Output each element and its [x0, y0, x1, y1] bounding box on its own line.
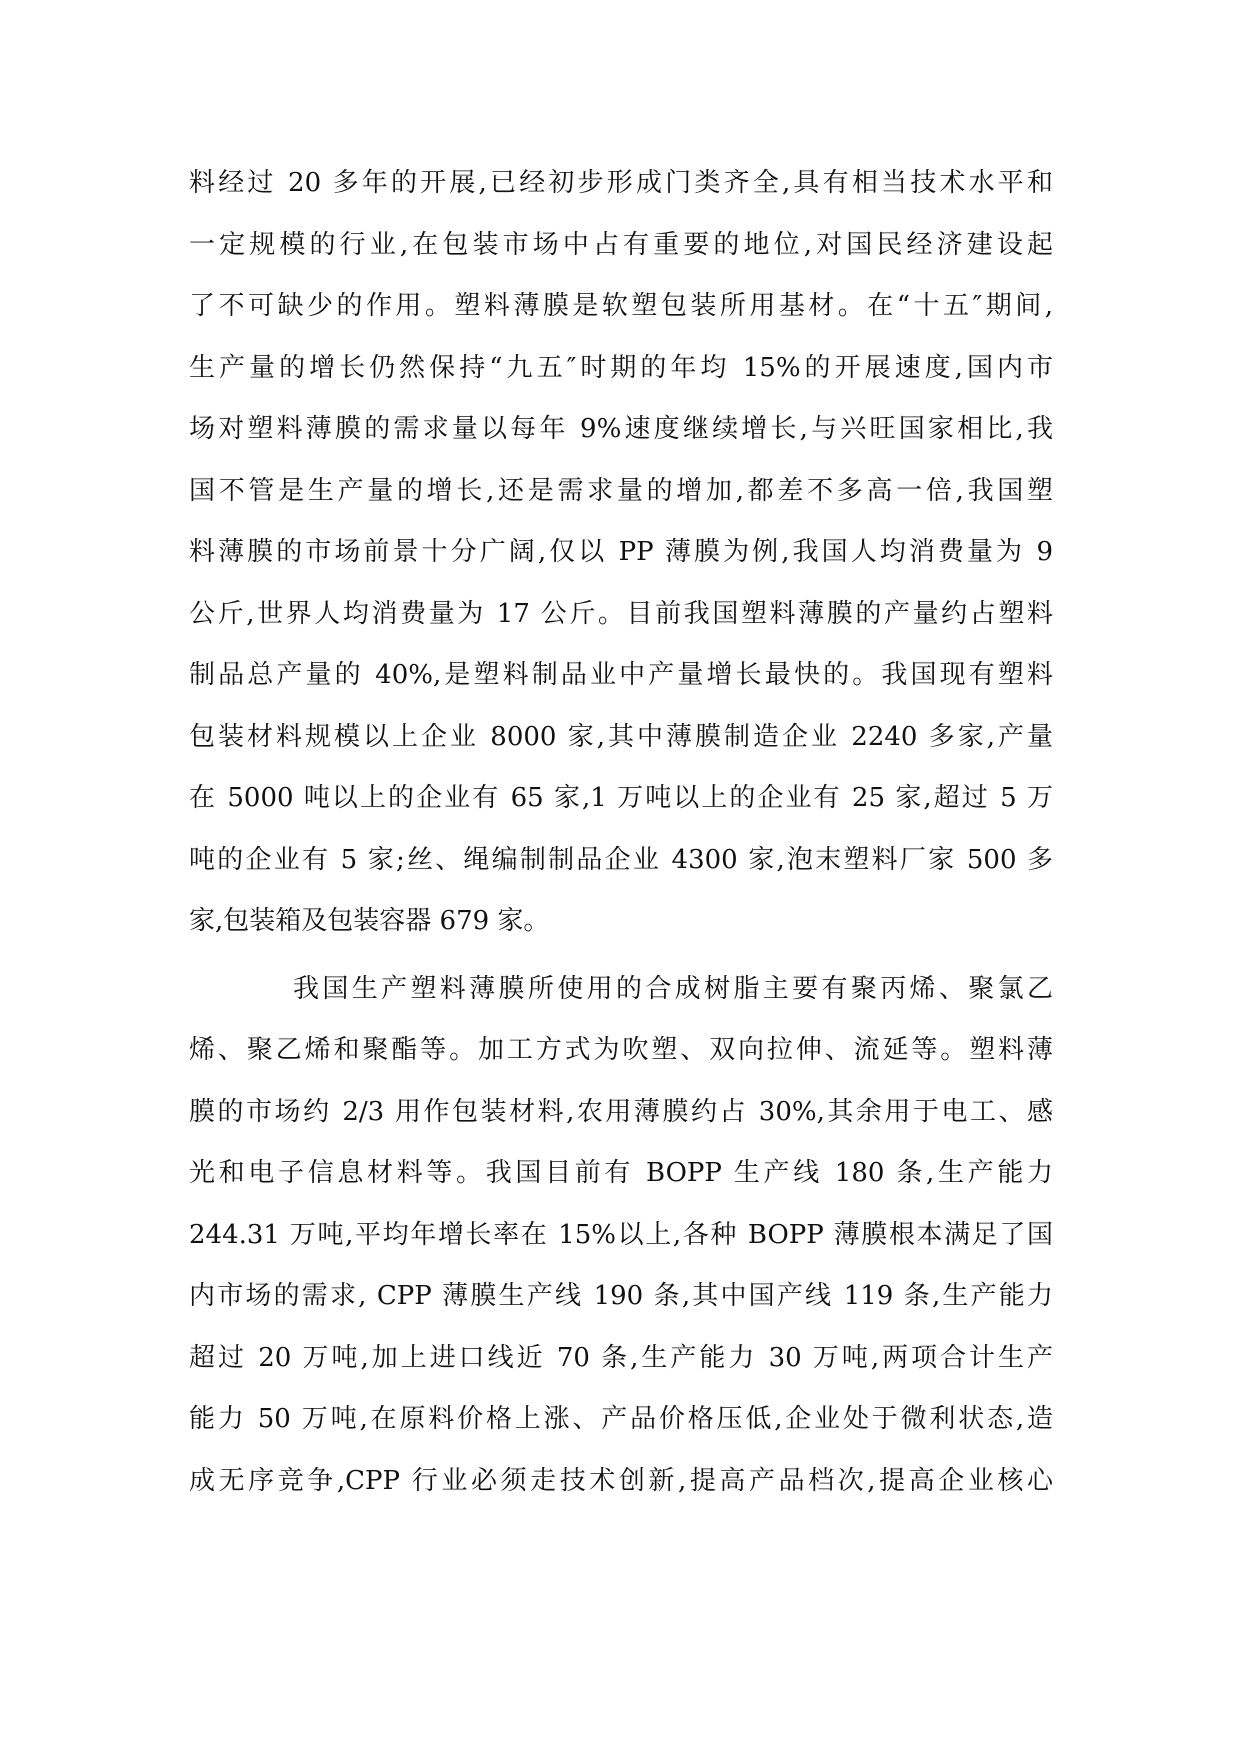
- text-line: 能力 50 万吨,在原料价格上涨、产品价格压低,企业处于微利状态,造: [189, 1404, 1053, 1434]
- text-line: 场对塑料薄膜的需求量以每年 9%速度继续增长,与兴旺国家相比,我: [189, 414, 1053, 444]
- text-line: 在 5000 吨以上的企业有 65 家,1 万吨以上的企业有 25 家,超过 5 万: [189, 783, 1053, 813]
- text-line: 一定规模的行业,在包装市场中占有重要的地位,对国民经济建设起: [189, 229, 1053, 260]
- text-line: 膜的市场约 2/3 用作包装材料,农用薄膜约占 30%,其余用于电工、感: [189, 1096, 1053, 1127]
- text-line: 超过 20 万吨,加上进口线近 70 条,生产能力 30 万吨,两项合计生产: [189, 1342, 1053, 1373]
- text-line: 我国生产塑料薄膜所使用的合成树脂主要有聚丙烯、聚氯乙: [293, 973, 1053, 1004]
- text-line: 家,包装箱及包装容器 679 家。: [189, 906, 550, 936]
- paragraph-2: [189, 959, 1053, 1513]
- text-line: 生产量的增长仍然保持“九五″时期的年均 15%的开展速度,国内市: [189, 352, 1053, 383]
- text-line: 光和电子信息材料等。我国目前有 BOPP 生产线 180 条,生产能力: [189, 1158, 1053, 1188]
- text-line: 料经过 20 多年的开展,已经初步形成门类齐全,具有相当技术水平和: [189, 168, 1053, 198]
- text-line: 国不管是生产量的增长,还是需求量的增加,都差不多高一倍,我国塑: [189, 475, 1053, 506]
- text-line: 包装材料规模以上企业 8000 家,其中薄膜制造企业 2240 多家,产量: [189, 721, 1053, 752]
- text-line: 吨的企业有 5 家;丝、绳编制制品企业 4300 家,泡末塑料厂家 500 多: [189, 844, 1053, 875]
- text-line: 内市场的需求, CPP 薄膜生产线 190 条,其中国产线 119 条,生产能力: [189, 1281, 1053, 1311]
- text-line: 烯、聚乙烯和聚酯等。加工方式为吹塑、双向拉伸、流延等。塑料薄: [189, 1035, 1053, 1065]
- text-line: 制品总产量的 40%,是塑料制品业中产量增长最快的。我国现有塑料: [189, 660, 1053, 690]
- text-line: 了不可缺少的作用。塑料薄膜是软塑包装所用基材。在“十五″期间,: [189, 291, 1053, 321]
- paragraph-1: [189, 153, 1053, 953]
- text-line: 料薄膜的市场前景十分广阔,仅以 PP 薄膜为例,我国人均消费量为 9: [189, 537, 1053, 567]
- document-body: [189, 153, 1053, 1512]
- text-line: 244.31 万吨,平均年增长率在 15%以上,各种 BOPP 薄膜根本满足了国: [189, 1219, 1053, 1250]
- text-line: 成无序竞争,CPP 行业必须走技术创新,提高产品档次,提高企业核心: [189, 1465, 1053, 1496]
- text-line: 公斤,世界人均消费量为 17 公斤。目前我国塑料薄膜的产量约占塑料: [189, 598, 1053, 629]
